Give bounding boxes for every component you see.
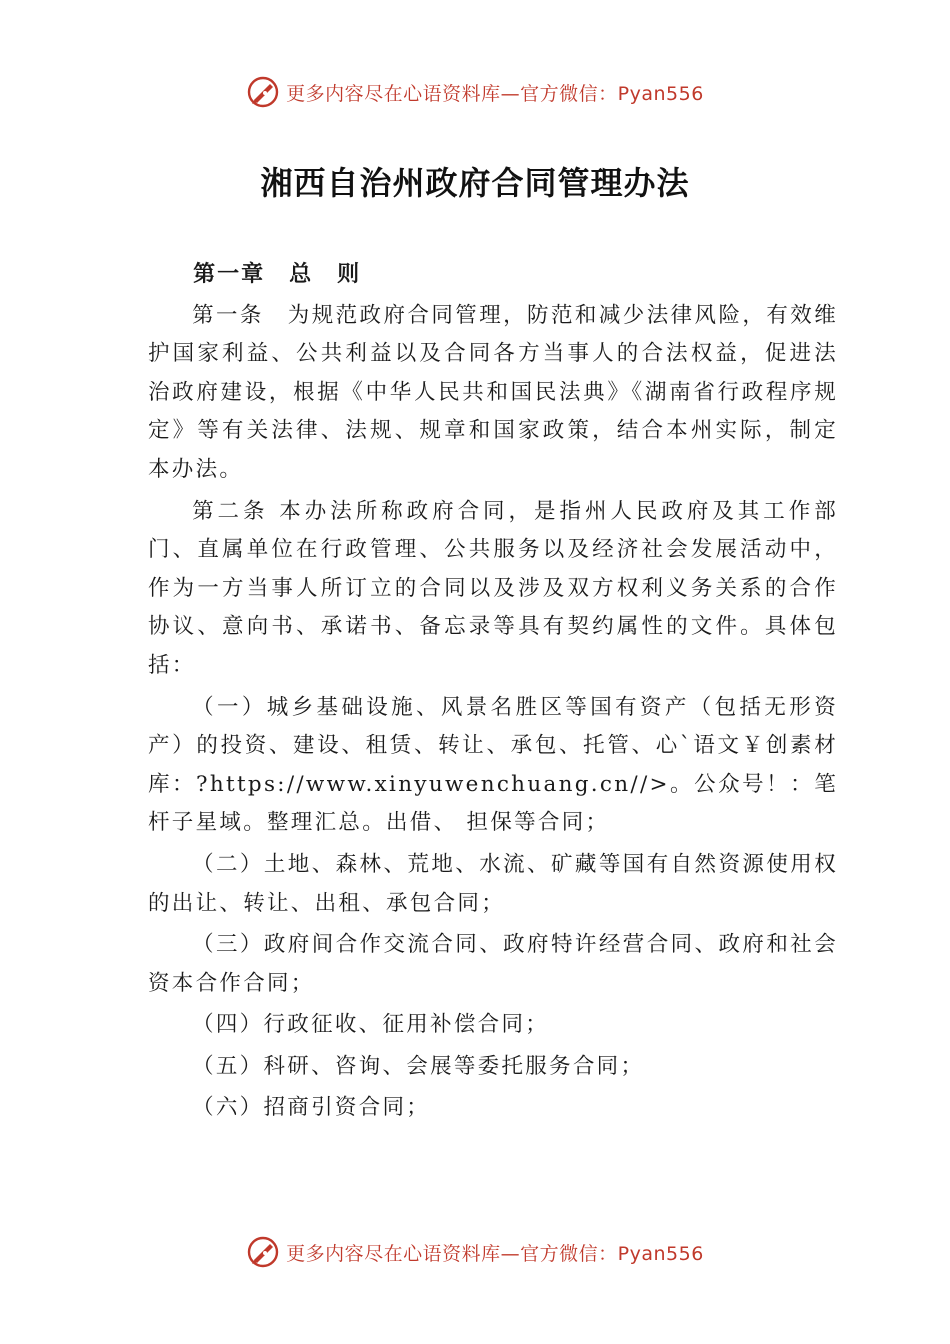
watermark-text: 更多内容尽在心语资料库—官方微信：Pyan556 xyxy=(286,1242,704,1265)
article-2-item-2: （二）土地、森林、荒地、水流、矿藏等国有自然资源使用权的出让、转让、出租、承包合同； xyxy=(148,851,838,916)
article-2-item-3: （三）政府间合作交流合同、政府特许经营合同、政府和社会资本合作合同； xyxy=(148,932,838,996)
header-watermark xyxy=(0,72,950,112)
document-title: 湘西自治州政府合同管理办法 xyxy=(260,164,690,202)
pen-circle-logo-icon xyxy=(246,75,280,109)
article-2: 第二条 本办法所称政府合同，是指州人民政府及其工作部门、直属单位在行政管理、公共服务以及经济社会发展活动中，作为一方当事人所订立的合同以及涉及双方权利义务关系的合作协议、意向书、承诺书、备忘录等具有契约属性的文件。具体包括： xyxy=(148,498,838,678)
article-2-item-5: （五）科研、咨询、会展等委托服务合同； xyxy=(192,1053,645,1079)
footer-watermark xyxy=(0,1232,950,1272)
watermark-text: 更多内容尽在心语资料库—官方微信：Pyan556 xyxy=(286,82,704,105)
document-body xyxy=(148,256,838,1128)
article-2-item-6: （六）招商引资合同； xyxy=(192,1095,431,1121)
chapter-heading: 第一章 总 则 xyxy=(193,262,362,287)
article-2-item-1: （一）城乡基础设施、风景名胜区等国有资产（包括无形资产）的投资、建设、租赁、转让、承包、托管、心`语文￥创素材库：?https://www.xinyuwenchuang.cn//>。公众号！：笔杆子星域。整理汇总。出借、 担保等合同； xyxy=(148,694,838,836)
article-1: 第一条 为规范政府合同管理，防范和减少法律风险，有效维护国家利益、公共利益以及合同各方当事人的合法权益，促进法治政府建设，根据《中华人民共和国民法典》《湖南省行政程序规定》等有关法律、法规、规章和国家政策，结合本州实际，制定本办法。 xyxy=(148,302,838,482)
article-2-item-4: （四）行政征收、征用补偿合同； xyxy=(192,1012,550,1038)
pen-circle-logo-icon xyxy=(246,1235,280,1269)
